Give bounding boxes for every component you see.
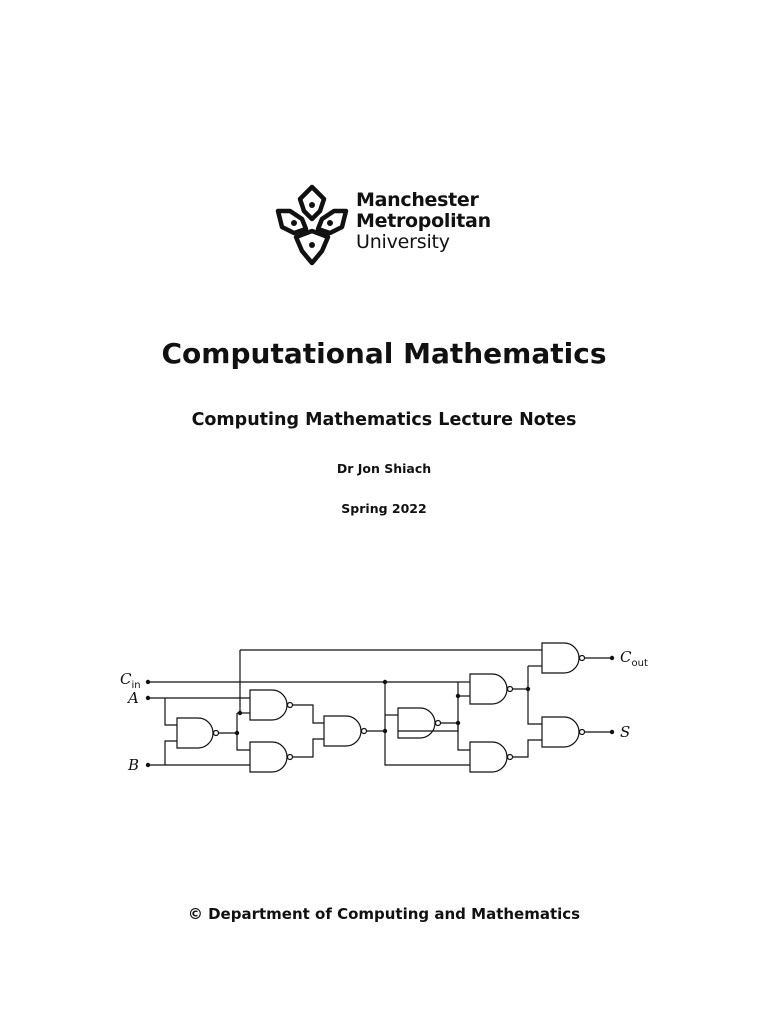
- university-name-line1: Manchester: [356, 189, 479, 211]
- university-name-line3: University: [356, 231, 450, 253]
- output-s-label: S: [620, 723, 631, 741]
- trefoil-emblem-icon: [272, 183, 352, 267]
- input-b-label: B: [128, 756, 140, 774]
- nand-gate-5: [398, 708, 435, 738]
- nand-gate-9: [542, 643, 579, 673]
- nand-gate-8: [542, 717, 579, 747]
- university-name: [356, 190, 491, 253]
- nand-gate-4: [324, 716, 361, 746]
- input-cin-label: $C_{in}$: [120, 670, 141, 691]
- input-a-label: A: [128, 689, 139, 707]
- university-logo: [272, 183, 502, 267]
- document-title: Computational Mathematics: [161, 337, 607, 370]
- nand-gate-6: [470, 674, 507, 704]
- nand-gate-1: [177, 718, 213, 748]
- author: Dr Jon Shiach: [336, 461, 432, 476]
- university-name-line2: Metropolitan: [356, 210, 491, 232]
- nand-gate-3: [250, 742, 287, 772]
- output-cout-label: $C_{out}$: [620, 648, 648, 669]
- copyright-notice: © Department of Computing and Mathematics: [187, 905, 581, 923]
- document-subtitle: Computing Mathematics Lecture Notes: [191, 410, 577, 430]
- nand-gate-7: [470, 742, 507, 772]
- full-adder-circuit-diagram: [0, 620, 768, 790]
- nand-gate-2: [250, 690, 287, 720]
- date: Spring 2022: [341, 501, 427, 516]
